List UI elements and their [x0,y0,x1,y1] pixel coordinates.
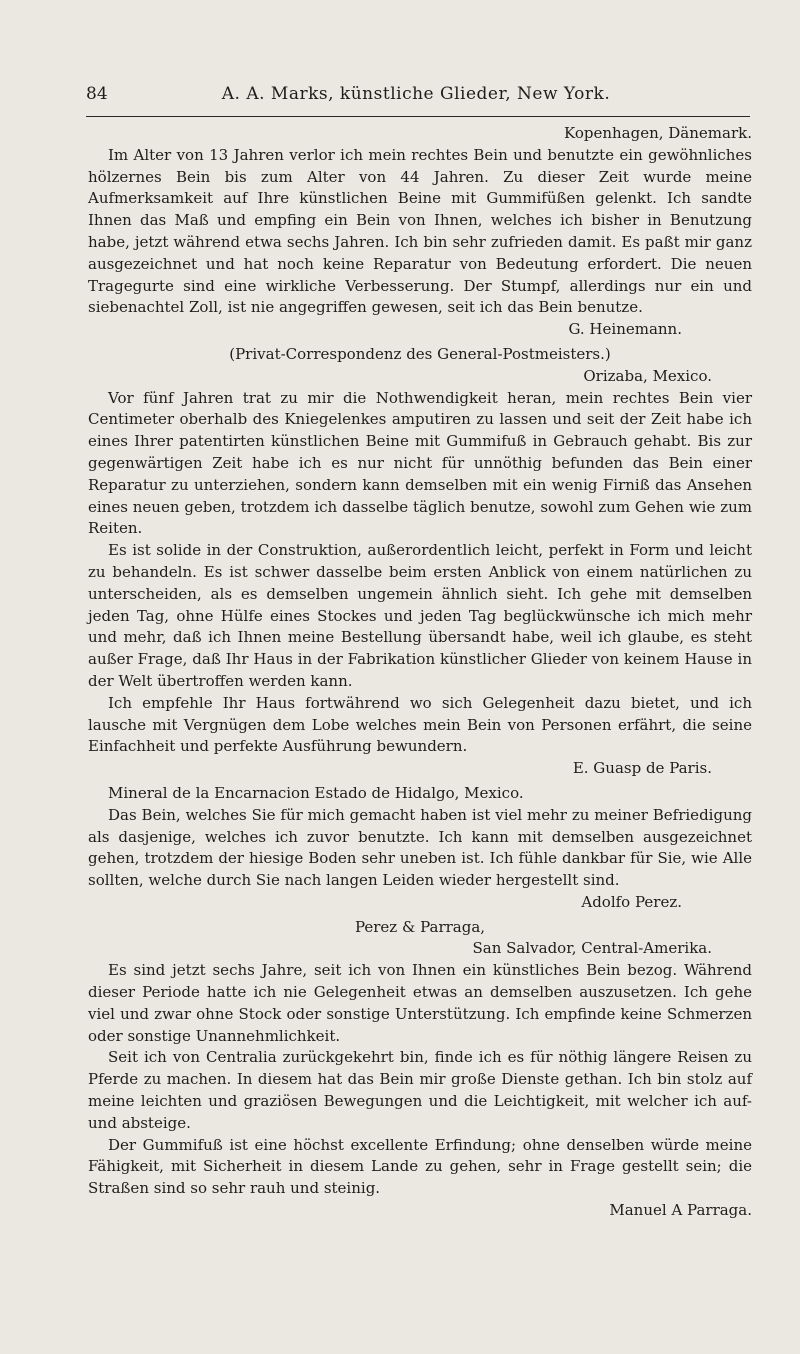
page-body [88,123,752,1222]
running-title: A. A. Marks, künstliche Glieder, New York. [221,84,611,104]
letter-place: Mineral de la Encarnacion Estado de Hidalgo, Mexico. [108,783,524,802]
header-rule [86,116,750,117]
letter-firm: Perez & Parraga, [354,917,486,936]
letter-note: (Privat-Correspondenz des General-Postmeisters.) [229,344,611,363]
page-number: 84 [86,84,108,104]
letter-signature: Manuel A Parraga. [609,1201,752,1220]
letter-body: Es sind jetzt sechs Jahre, seit ich von Ihnen ein künstliches Bein bezog. Während dieser Periode hatte ich nie Gelegenheit etwas an demselben auszusetzen. Ich gehe viel und zwar ohne Stock oder sonstige Unterstützung. Ich empfinde keine Schmerzen oder sonstige Unannehmlichkeit. [88,961,752,1045]
letter-signature: G. Heinemann. [568,320,682,339]
page-header [86,84,746,112]
letter-body: Es ist solide in der Construktion, außerordentlich leicht, perfekt in Form und leicht zu behandeln. Es ist schwer dasselbe beim ersten Anblick von einem natürlichen zu unterscheiden, als es demselben ungemein ähnlich sieht. Ich gehe mit demselben jeden Tag, ohne Hülfe eines Stockes und jeden Tag beglückwünsche ich mich mehr und mehr, daß ich Ihnen meine Bestellung übersandt habe, weil ich glaube, es steht außer Frage, daß Ihr Haus in der Fabrikation künstlicher Glieder von keinem Hause in der Welt übertroffen werden kann. [88,541,752,690]
letter-body: Seit ich von Centralia zurückgekehrt bin, finde ich es für nöthig längere Reisen zu Pferde zu machen. In diesem hat das Bein mir große Dienste gethan. Ich bin stolz auf meine leichten und graziösen Bewegungen und die Leichtigkeit, mit welcher ich auf- und absteige. [88,1048,752,1132]
letter-place: Orizaba, Mexico. [583,366,712,385]
letter-body: Das Bein, welches Sie für mich gemacht haben ist viel mehr zu meiner Befriedigung als dasjenige, welches ich zuvor benutzte. Ich kann mit demselben ausgezeichnet gehen, trotzdem der hiesige Boden sehr uneben ist. Ich fühle dankbar für Sie, wie Alle sollten, welche durch Sie nach langen Leiden wieder hergestellt sind. [88,805,752,890]
letter-body: Der Gummifuß ist eine höchst excellente Erfindung; ohne denselben würde meine Fähigkeit, mit Sicherheit in diesem Lande zu gehen, sehr in Frage gestellt sein; die Straßen sind so sehr rauh und steinig. [88,1135,752,1198]
letter-place: Kopenhagen, Dänemark. [564,124,752,142]
letter-body: Ich empfehle Ihr Haus fortwährend wo sich Gelegenheit dazu bietet, und ich lausche mit Vergnügen dem Lobe welches mein Bein von Personen erfährt, die seine Einfachheit und perfekte Ausführung bewundern. [88,693,752,756]
letter-signature: Adolfo Perez. [581,892,682,911]
letter-body: Vor fünf Jahren trat zu mir die Nothwendigkeit heran, mein rechtes Bein vier Centimeter oberhalb des Kniegelenkes amputiren zu lassen und seit der Zeit habe ich eines Ihrer patentirten künstlichen Beine mit Gummifuß in Gebrauch gehabt. Bis zur gegenwärtigen Zeit habe ich es nur nicht für unnöthig befunden das Bein einer Reparatur zu unterziehen, sondern kann demselben mit ein wenig Firniß das Ansehen eines neuen geben, trotzdem ich dasselbe täglich benutze, sowohl zum Gehen wie zum Reiten. [88,388,752,538]
letter-body: Im Alter von 13 Jahren verlor ich mein rechtes Bein und benutzte ein gewöhnliches hölzernes Bein bis zum Alter von 44 Jahren. Zu dieser Zeit wurde meine Aufmerksamkeit auf Ihre künstlichen Beine mit Gummifüßen gelenkt. Ich sandte Ihnen das Maß und empfing ein Bein von Ihnen, welches ich bisher in Benutzung habe, jetzt während etwa sechs Jahren. Ich bin sehr zufrieden damit. Es paßt mir ganz ausgezeichnet und hat noch keine Reparatur von Bedeutung erfordert. Die neuen Tragegurte sind eine wirkliche Verbesserung. Der Stumpf, allerdings nur ein und siebenachtel Zoll, ist nie angegriffen gewesen, seit ich das Bein benutze. [88,145,752,317]
letter-signature: E. Guasp de Paris. [572,759,712,778]
letter-place: San Salvador, Central-Amerika. [472,939,712,958]
